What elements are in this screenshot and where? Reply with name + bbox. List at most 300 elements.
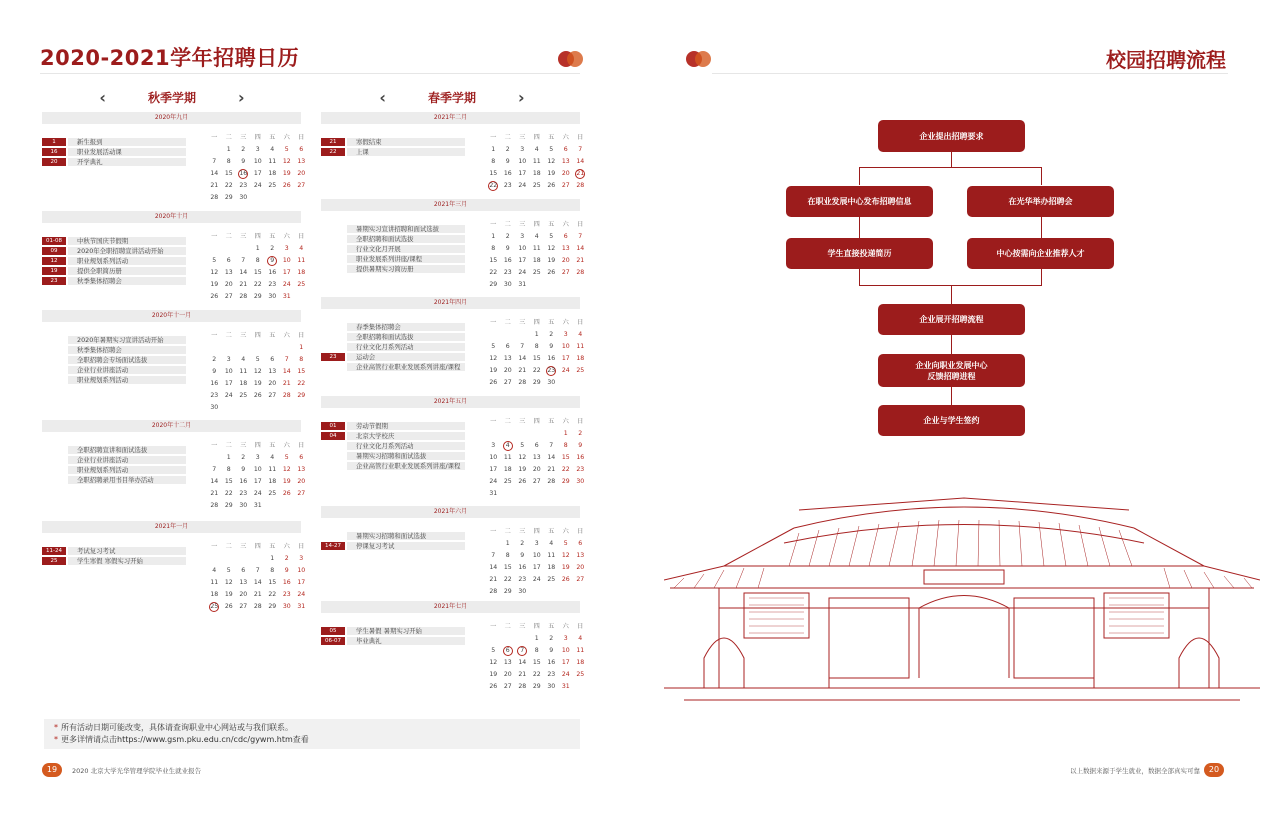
calendar-day: 8 bbox=[270, 567, 275, 574]
calendar-day: 30 bbox=[282, 603, 291, 610]
calendar-day bbox=[294, 192, 309, 204]
event-date-tag: 04 bbox=[321, 432, 345, 440]
flow-step-request: 企业提出招聘要求 bbox=[878, 120, 1025, 152]
calendar-day bbox=[544, 488, 559, 500]
calendar-day: 10 bbox=[253, 158, 262, 165]
calendar-day bbox=[207, 452, 222, 464]
calendar-day: 2 bbox=[241, 454, 246, 461]
calendar-day: 21 bbox=[210, 182, 219, 189]
calendar-day: 27 bbox=[503, 683, 512, 690]
weekday-label: 一 bbox=[211, 543, 218, 550]
calendar-day: 5 bbox=[520, 442, 525, 449]
weekday-label: 五 bbox=[548, 623, 555, 630]
flow-step-recommend: 中心按需向企业推荐人才 bbox=[967, 238, 1114, 269]
event-row bbox=[42, 138, 186, 146]
weekday-label: 五 bbox=[269, 543, 276, 550]
calendar-day: 21 bbox=[547, 466, 556, 473]
calendar-day: 18 bbox=[210, 591, 219, 598]
event-label: 企业高管行业职业发展系列讲座/课程 bbox=[347, 363, 465, 371]
event-row bbox=[321, 422, 465, 430]
calendar-day bbox=[265, 342, 280, 354]
weekday-label: 日 bbox=[577, 134, 584, 141]
event-label: 中秋节国庆节假期 bbox=[68, 237, 186, 245]
calendar-day: 24 bbox=[518, 269, 527, 276]
calendar-day: 12 bbox=[224, 579, 233, 586]
calendar-day: 24 bbox=[224, 392, 233, 399]
weekday-label: 日 bbox=[577, 528, 584, 535]
calendar-day: 14 bbox=[518, 659, 527, 666]
event-date-tag: 23 bbox=[42, 277, 66, 285]
calendar-day: 15 bbox=[224, 478, 233, 485]
calendar-day: 1 bbox=[270, 555, 275, 562]
calendar-day: 9 bbox=[212, 368, 217, 375]
event-label: 暑期实习招聘和面试选拔 bbox=[347, 532, 465, 540]
semester-label: 春季学期 bbox=[427, 91, 476, 105]
calendar-day: 14 bbox=[489, 564, 498, 571]
calendar-day: 31 bbox=[282, 293, 291, 300]
weekday-label: 一 bbox=[490, 418, 497, 425]
calendar-day: 18 bbox=[532, 257, 541, 264]
calendar-day: 21 bbox=[489, 576, 498, 583]
calendar-day bbox=[544, 428, 559, 440]
calendar-day: 7 bbox=[578, 146, 583, 153]
calendar-day: 19 bbox=[224, 591, 233, 598]
calendar-day: 11 bbox=[576, 343, 585, 350]
calendar-day: 2 bbox=[270, 245, 275, 252]
event-date-tag: 25 bbox=[42, 557, 66, 565]
calendar-day bbox=[265, 192, 280, 204]
weekday-label: 三 bbox=[519, 134, 526, 141]
weekday-label: 一 bbox=[490, 134, 497, 141]
calendar-day: 2 bbox=[549, 635, 554, 642]
calendar-day: 20 bbox=[503, 671, 512, 678]
calendar-day bbox=[222, 342, 237, 354]
event-label: 考试复习考试 bbox=[68, 547, 186, 555]
calendar-day: 18 bbox=[547, 564, 556, 571]
calendar-day bbox=[501, 329, 516, 341]
month-header: 2021年四月 bbox=[321, 297, 580, 309]
calendar-day: 20 bbox=[297, 170, 306, 177]
calendar-day: 29 bbox=[503, 588, 512, 595]
calendar-day: 16 bbox=[576, 454, 585, 461]
calendar-day: 11 bbox=[268, 158, 277, 165]
weekday-label: 六 bbox=[562, 418, 569, 425]
calendar-day: 24 bbox=[253, 182, 262, 189]
calendar-day bbox=[222, 243, 237, 255]
calendar-day: 22 bbox=[561, 466, 570, 473]
event-label: 行业文化月开展 bbox=[347, 245, 465, 253]
calendar-day: 9 bbox=[241, 466, 246, 473]
calendar-day: 6 bbox=[299, 454, 304, 461]
weekday-label: 一 bbox=[211, 332, 218, 339]
calendar-day bbox=[501, 633, 516, 645]
calendar-day: 27 bbox=[503, 379, 512, 386]
event-date-tag: 23 bbox=[321, 353, 345, 361]
calendar-day: 25 bbox=[547, 576, 556, 583]
weekday-label: 五 bbox=[269, 332, 276, 339]
calendar-day: 12 bbox=[210, 269, 219, 276]
calendar-day: 2 bbox=[549, 331, 554, 338]
weekday-label: 三 bbox=[240, 332, 247, 339]
flow-step-host-fair: 在光华举办招聘会 bbox=[967, 186, 1114, 217]
calendar-day: 20 bbox=[532, 466, 541, 473]
calendar-day: 25 bbox=[297, 281, 306, 288]
page-number-right: 20 bbox=[1204, 763, 1224, 777]
calendar-day: 12 bbox=[547, 245, 556, 252]
calendar-day: 16 bbox=[518, 564, 527, 571]
calendar-day: 10 bbox=[253, 466, 262, 473]
mini-calendar bbox=[207, 440, 309, 512]
calendar-day bbox=[265, 500, 280, 512]
calendar-day: 3 bbox=[255, 454, 260, 461]
calendar-day: 25 bbox=[268, 182, 277, 189]
calendar-day: 14 bbox=[576, 245, 585, 252]
event-row bbox=[321, 323, 465, 331]
calendar-day: 4 bbox=[549, 540, 554, 547]
calendar-day: 20 bbox=[268, 380, 277, 387]
calendar-day: 20 bbox=[224, 281, 233, 288]
event-label: 职业规划系列活动 bbox=[68, 466, 186, 474]
calendar-day: 9 bbox=[549, 343, 554, 350]
page-title-right: 校园招聘流程 bbox=[1106, 48, 1226, 72]
calendar-day: 5 bbox=[212, 257, 217, 264]
calendar-day: 18 bbox=[268, 170, 277, 177]
calendar-day: 13 bbox=[576, 552, 585, 559]
calendar-day bbox=[236, 342, 251, 354]
event-label: 全职招聘和面试选拔 bbox=[347, 235, 465, 243]
mini-calendar bbox=[207, 330, 309, 414]
month-header: 2021年六月 bbox=[321, 506, 580, 518]
event-row bbox=[42, 346, 186, 354]
weekday-label: 五 bbox=[548, 528, 555, 535]
calendar-day: 13 bbox=[503, 355, 512, 362]
calendar-day bbox=[222, 402, 237, 414]
calendar-day: 15 bbox=[297, 368, 306, 375]
calendar-day: 10 bbox=[518, 158, 527, 165]
event-row bbox=[321, 343, 465, 351]
calendar-day: 20 bbox=[561, 170, 570, 177]
note-line: * 更多详情请点击https://www.gsm.pku.edu.cn/cdc/gywm.htm查看 bbox=[54, 735, 309, 744]
calendar-day bbox=[544, 586, 559, 598]
weekday-label: 三 bbox=[519, 418, 526, 425]
calendar-day: 8 bbox=[563, 442, 568, 449]
calendar-day: 17 bbox=[561, 659, 570, 666]
event-label: 提供暑期实习简历册 bbox=[347, 265, 465, 273]
calendar-day: 28 bbox=[239, 293, 248, 300]
event-row bbox=[42, 366, 186, 374]
calendar-day: 10 bbox=[532, 552, 541, 559]
event-row bbox=[321, 138, 465, 146]
flow-step-sign: 企业与学生签约 bbox=[878, 405, 1025, 436]
calendar-day: 4 bbox=[270, 454, 275, 461]
calendar-day: 31 bbox=[561, 683, 570, 690]
calendar-day: 25 bbox=[268, 490, 277, 497]
calendar-day: 23 bbox=[547, 671, 556, 678]
calendar-day: 26 bbox=[489, 379, 498, 386]
calendar-day: 7 bbox=[520, 343, 525, 350]
calendar-day: 19 bbox=[561, 564, 570, 571]
calendar-day: 14 bbox=[239, 269, 248, 276]
calendar-day: 30 bbox=[503, 281, 512, 288]
event-label: 新生报到 bbox=[68, 138, 186, 146]
calendar-day: 19 bbox=[210, 281, 219, 288]
calendar-day: 27 bbox=[297, 490, 306, 497]
calendar-day: 18 bbox=[268, 478, 277, 485]
calendar-day: 16 bbox=[503, 170, 512, 177]
calendar-day: 30 bbox=[547, 683, 556, 690]
chevron-left-icon[interactable]: ‹ bbox=[99, 88, 106, 107]
month-header: 2020年十一月 bbox=[42, 310, 301, 322]
calendar-day: 23 bbox=[576, 466, 585, 473]
weekday-label: 一 bbox=[211, 134, 218, 141]
weekday-label: 日 bbox=[577, 319, 584, 326]
calendar-day: 4 bbox=[270, 146, 275, 153]
calendar-day: 6 bbox=[563, 233, 568, 240]
calendar-day: 31 bbox=[518, 281, 527, 288]
calendar-day: 19 bbox=[518, 466, 527, 473]
mini-calendar bbox=[207, 231, 309, 303]
calendar-day: 28 bbox=[576, 269, 585, 276]
calendar-day: 15 bbox=[561, 454, 570, 461]
calendar-day bbox=[515, 488, 530, 500]
calendar-day: 29 bbox=[268, 603, 277, 610]
calendar-day: 25 bbox=[532, 269, 541, 276]
calendar-day bbox=[530, 586, 545, 598]
calendar-day: 11 bbox=[268, 466, 277, 473]
calendar-day bbox=[280, 342, 295, 354]
event-label: 全职招聘会专场面试选拔 bbox=[68, 356, 186, 364]
event-row bbox=[42, 476, 186, 484]
weekday-label: 日 bbox=[298, 332, 305, 339]
calendar-day: 30 bbox=[239, 194, 248, 201]
calendar-day: 15 bbox=[489, 257, 498, 264]
calendar-day: 23 bbox=[282, 591, 291, 598]
weekday-label: 六 bbox=[562, 319, 569, 326]
calendar-day: 13 bbox=[224, 269, 233, 276]
calendar-day: 22 bbox=[532, 367, 541, 374]
event-label: 学生寒假 寒假实习开始 bbox=[68, 557, 186, 565]
event-row bbox=[321, 542, 465, 550]
calendar-day: 17 bbox=[253, 478, 262, 485]
calendar-day bbox=[207, 144, 222, 156]
calendar-day: 3 bbox=[226, 356, 231, 363]
calendar-day: 18 bbox=[576, 659, 585, 666]
event-label: 职业发展活动课 bbox=[68, 148, 186, 156]
weekday-label: 日 bbox=[577, 418, 584, 425]
calendar-day: 18 bbox=[503, 466, 512, 473]
calendar-day: 3 bbox=[284, 245, 289, 252]
event-label: 职业规划系列活动 bbox=[68, 257, 186, 265]
event-label: 企业行业讲座活动 bbox=[68, 366, 186, 374]
calendar-day: 21 bbox=[518, 367, 527, 374]
calendar-day: 3 bbox=[491, 442, 496, 449]
notes-box bbox=[44, 719, 580, 749]
event-label: 全职招聘录用书目举办活动 bbox=[68, 476, 186, 484]
calendar-day: 3 bbox=[520, 146, 525, 153]
weekday-label: 三 bbox=[240, 543, 247, 550]
event-row bbox=[321, 148, 465, 156]
calendar-day: 19 bbox=[253, 380, 262, 387]
weekday-label: 四 bbox=[533, 319, 540, 326]
event-date-tag: 16 bbox=[42, 148, 66, 156]
event-label: 暑期实习招聘和面试选拔 bbox=[347, 452, 465, 460]
event-label: 职业发展系列讲座/课程 bbox=[347, 255, 465, 263]
weekday-label: 四 bbox=[254, 233, 261, 240]
chevron-right-icon[interactable]: › bbox=[238, 88, 245, 107]
calendar-day: 12 bbox=[561, 552, 570, 559]
weekday-label: 二 bbox=[225, 442, 232, 449]
calendar-day: 10 bbox=[561, 343, 570, 350]
month-header: 2021年一月 bbox=[42, 521, 301, 533]
weekday-label: 五 bbox=[548, 418, 555, 425]
event-label: 劳动节假期 bbox=[347, 422, 465, 430]
calendar-day: 27 bbox=[561, 182, 570, 189]
weekday-label: 一 bbox=[490, 623, 497, 630]
weekday-label: 一 bbox=[211, 442, 218, 449]
calendar-day: 1 bbox=[491, 233, 496, 240]
calendar-day: 17 bbox=[253, 170, 262, 177]
weekday-label: 二 bbox=[504, 221, 511, 228]
calendar-day: 15 bbox=[532, 659, 541, 666]
chevron-left-icon[interactable]: ‹ bbox=[379, 88, 386, 107]
event-label: 运动会 bbox=[347, 353, 465, 361]
calendar-day: 9 bbox=[241, 158, 246, 165]
flow-step-submit-resume: 学生直接投递简历 bbox=[786, 238, 933, 269]
chevron-right-icon[interactable]: › bbox=[518, 88, 525, 107]
event-row bbox=[42, 257, 186, 265]
calendar-day: 6 bbox=[270, 356, 275, 363]
event-row bbox=[321, 462, 465, 470]
calendar-day: 4 bbox=[534, 146, 539, 153]
calendar-day: 5 bbox=[549, 233, 554, 240]
weekday-label: 五 bbox=[269, 442, 276, 449]
calendar-day bbox=[207, 553, 222, 565]
calendar-day: 18 bbox=[576, 355, 585, 362]
header-rule bbox=[712, 73, 1228, 74]
calendar-day: 24 bbox=[489, 478, 498, 485]
weekday-label: 三 bbox=[519, 221, 526, 228]
calendar-day: 20 bbox=[239, 591, 248, 598]
event-label: 春季集体招聘会 bbox=[347, 323, 465, 331]
calendar-day: 9 bbox=[505, 158, 510, 165]
weekday-label: 日 bbox=[298, 442, 305, 449]
calendar-day: 19 bbox=[489, 671, 498, 678]
event-label: 2020年全职招聘宣讲活动开始 bbox=[68, 247, 186, 255]
weekday-label: 六 bbox=[283, 134, 290, 141]
event-row bbox=[42, 267, 186, 275]
mini-calendar bbox=[207, 541, 309, 613]
calendar-day bbox=[294, 291, 309, 303]
calendar-day: 11 bbox=[503, 454, 512, 461]
event-label: 职业规划系列活动 bbox=[68, 376, 186, 384]
calendar-day: 17 bbox=[282, 269, 291, 276]
calendar-day: 21 bbox=[210, 490, 219, 497]
weekday-label: 四 bbox=[254, 332, 261, 339]
calendar-day: 5 bbox=[284, 146, 289, 153]
event-label: 提供全职简历册 bbox=[68, 267, 186, 275]
weekday-label: 二 bbox=[504, 319, 511, 326]
event-date-tag: 22 bbox=[321, 148, 345, 156]
calendar-day: 14 bbox=[253, 579, 262, 586]
calendar-day: 31 bbox=[489, 490, 498, 497]
calendar-day: 16 bbox=[503, 257, 512, 264]
weekday-label: 六 bbox=[562, 221, 569, 228]
calendar-day: 12 bbox=[489, 355, 498, 362]
calendar-day: 23 bbox=[503, 269, 512, 276]
event-label: 2020年暑期实习宣讲活动开始 bbox=[68, 336, 186, 344]
mini-calendar bbox=[486, 621, 588, 693]
calendar-day: 15 bbox=[224, 170, 233, 177]
calendar-day: 7 bbox=[491, 552, 496, 559]
calendar-day: 22 bbox=[224, 490, 233, 497]
calendar-day: 7 bbox=[284, 356, 289, 363]
footer-left: 2020 北京大学光华管理学院毕业生就业报告 bbox=[72, 767, 202, 775]
calendar-day: 6 bbox=[299, 146, 304, 153]
calendar-day: 10 bbox=[489, 454, 498, 461]
mini-calendar bbox=[486, 219, 588, 291]
event-row bbox=[321, 245, 465, 253]
calendar-day bbox=[251, 553, 266, 565]
calendar-day: 29 bbox=[489, 281, 498, 288]
weekday-label: 一 bbox=[490, 319, 497, 326]
weekday-label: 五 bbox=[269, 134, 276, 141]
calendar-day bbox=[501, 428, 516, 440]
event-row bbox=[321, 265, 465, 273]
calendar-day: 25 bbox=[503, 478, 512, 485]
calendar-day: 9 bbox=[284, 567, 289, 574]
calendar-day: 28 bbox=[210, 194, 219, 201]
event-label: 全职招聘宣讲和面试选拔 bbox=[68, 446, 186, 454]
calendar-day: 4 bbox=[578, 635, 583, 642]
calendar-day: 28 bbox=[576, 182, 585, 189]
calendar-day: 12 bbox=[282, 158, 291, 165]
spring-semester-nav bbox=[322, 88, 582, 107]
calendar-day: 2 bbox=[505, 146, 510, 153]
calendar-day: 13 bbox=[503, 659, 512, 666]
calendar-day: 1 bbox=[563, 430, 568, 437]
flow-step-process: 企业展开招聘流程 bbox=[878, 304, 1025, 335]
calendar-day: 19 bbox=[489, 367, 498, 374]
calendar-day: 14 bbox=[210, 478, 219, 485]
calendar-day: 16 bbox=[239, 478, 248, 485]
calendar-day: 2 bbox=[241, 146, 246, 153]
calendar-day: 7 bbox=[578, 233, 583, 240]
event-label: 开学典礼 bbox=[68, 158, 186, 166]
event-date-tag: 01 bbox=[321, 422, 345, 430]
calendar-day: 2 bbox=[578, 430, 583, 437]
event-label: 寒假结束 bbox=[347, 138, 465, 146]
calendar-day: 18 bbox=[532, 170, 541, 177]
weekday-label: 五 bbox=[548, 134, 555, 141]
calendar-day: 28 bbox=[518, 683, 527, 690]
calendar-day: 22 bbox=[268, 591, 277, 598]
event-label: 停课复习考试 bbox=[347, 542, 465, 550]
calendar-day: 26 bbox=[518, 478, 527, 485]
weekday-label: 六 bbox=[283, 442, 290, 449]
event-date-tag: 05 bbox=[321, 627, 345, 635]
calendar-day bbox=[236, 243, 251, 255]
event-row bbox=[42, 466, 186, 474]
calendar-day: 13 bbox=[532, 454, 541, 461]
calendar-day: 16 bbox=[547, 659, 556, 666]
weekday-label: 六 bbox=[283, 543, 290, 550]
calendar-day bbox=[530, 488, 545, 500]
calendar-day bbox=[573, 377, 588, 389]
calendar-day: 5 bbox=[491, 343, 496, 350]
weekday-label: 五 bbox=[548, 319, 555, 326]
logo-dots-icon bbox=[558, 50, 584, 68]
event-date-tag: 21 bbox=[321, 138, 345, 146]
